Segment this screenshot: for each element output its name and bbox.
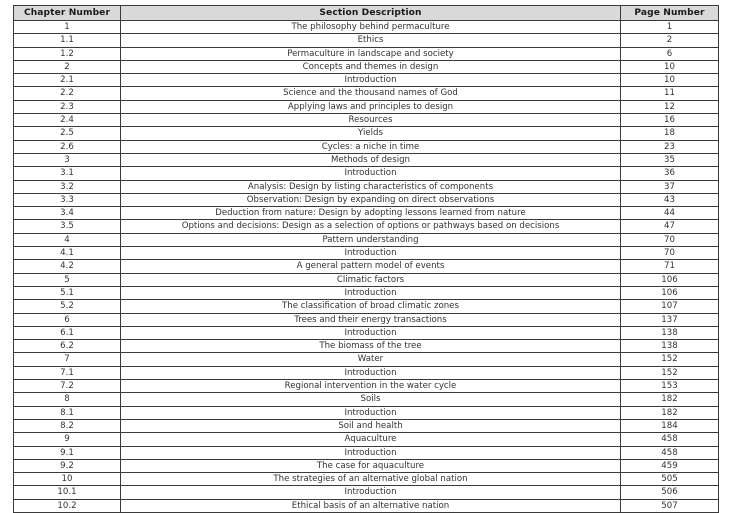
cell-chapter-number: 2.1 <box>14 74 121 87</box>
cell-page-number: 152 <box>621 353 719 366</box>
cell-section-description: The classification of broad climatic zones <box>121 300 621 313</box>
cell-page-number: 507 <box>621 499 719 512</box>
table-row <box>14 273 719 286</box>
cell-page-number: 47 <box>621 220 719 233</box>
table-body <box>14 21 719 513</box>
cell-page-number: 16 <box>621 114 719 127</box>
table-row <box>14 34 719 47</box>
cell-chapter-number: 2.5 <box>14 127 121 140</box>
cell-section-description: Analysis: Design by listing characteristics of components <box>121 180 621 193</box>
cell-page-number: 137 <box>621 313 719 326</box>
column-header-chapter-number: Chapter Number <box>14 6 121 21</box>
cell-section-description: Introduction <box>121 74 621 87</box>
cell-page-number: 458 <box>621 446 719 459</box>
cell-page-number: 44 <box>621 207 719 220</box>
cell-section-description: Introduction <box>121 446 621 459</box>
cell-page-number: 70 <box>621 233 719 246</box>
table-row <box>14 180 719 193</box>
table-row <box>14 340 719 353</box>
table-row <box>14 499 719 512</box>
toc-table <box>13 5 719 513</box>
cell-chapter-number: 4 <box>14 233 121 246</box>
table-row <box>14 473 719 486</box>
cell-section-description: Trees and their energy transactions <box>121 313 621 326</box>
cell-section-description: Introduction <box>121 366 621 379</box>
cell-page-number: 106 <box>621 273 719 286</box>
cell-section-description: Regional intervention in the water cycle <box>121 380 621 393</box>
cell-page-number: 138 <box>621 340 719 353</box>
cell-page-number: 71 <box>621 260 719 273</box>
cell-section-description: The strategies of an alternative global nation <box>121 473 621 486</box>
table-row <box>14 47 719 60</box>
cell-section-description: Cycles: a niche in time <box>121 140 621 153</box>
cell-page-number: 505 <box>621 473 719 486</box>
table-row <box>14 193 719 206</box>
cell-chapter-number: 3.2 <box>14 180 121 193</box>
table-row <box>14 74 719 87</box>
cell-chapter-number: 1.1 <box>14 34 121 47</box>
column-header-section-description: Section Description <box>121 6 621 21</box>
cell-section-description: Introduction <box>121 247 621 260</box>
cell-chapter-number: 7 <box>14 353 121 366</box>
cell-page-number: 1 <box>621 21 719 34</box>
cell-page-number: 2 <box>621 34 719 47</box>
table-row <box>14 433 719 446</box>
cell-page-number: 106 <box>621 286 719 299</box>
cell-page-number: 107 <box>621 300 719 313</box>
cell-section-description: Ethics <box>121 34 621 47</box>
table-row <box>14 127 719 140</box>
cell-section-description: Observation: Design by expanding on direct observations <box>121 193 621 206</box>
cell-section-description: Introduction <box>121 286 621 299</box>
cell-section-description: Introduction <box>121 486 621 499</box>
cell-chapter-number: 2.2 <box>14 87 121 100</box>
cell-page-number: 11 <box>621 87 719 100</box>
cell-section-description: A general pattern model of events <box>121 260 621 273</box>
cell-page-number: 459 <box>621 459 719 472</box>
cell-section-description: Ethical basis of an alternative nation <box>121 499 621 512</box>
table-row <box>14 406 719 419</box>
cell-section-description: The philosophy behind permaculture <box>121 21 621 34</box>
cell-chapter-number: 9.2 <box>14 459 121 472</box>
table-row <box>14 140 719 153</box>
cell-chapter-number: 1 <box>14 21 121 34</box>
cell-page-number: 152 <box>621 366 719 379</box>
cell-page-number: 182 <box>621 406 719 419</box>
table-row <box>14 233 719 246</box>
cell-page-number: 506 <box>621 486 719 499</box>
cell-page-number: 138 <box>621 326 719 339</box>
cell-chapter-number: 3.3 <box>14 193 121 206</box>
table-row <box>14 87 719 100</box>
table-row <box>14 207 719 220</box>
table-row <box>14 260 719 273</box>
cell-page-number: 153 <box>621 380 719 393</box>
cell-chapter-number: 8.1 <box>14 406 121 419</box>
cell-section-description: Yields <box>121 127 621 140</box>
cell-chapter-number: 6.2 <box>14 340 121 353</box>
cell-chapter-number: 6 <box>14 313 121 326</box>
cell-chapter-number: 10.1 <box>14 486 121 499</box>
cell-page-number: 182 <box>621 393 719 406</box>
cell-section-description: Introduction <box>121 167 621 180</box>
table-row <box>14 380 719 393</box>
cell-section-description: Introduction <box>121 326 621 339</box>
table-row <box>14 326 719 339</box>
cell-chapter-number: 2.6 <box>14 140 121 153</box>
cell-section-description: The case for aquaculture <box>121 459 621 472</box>
cell-page-number: 36 <box>621 167 719 180</box>
cell-chapter-number: 10 <box>14 473 121 486</box>
cell-chapter-number: 9 <box>14 433 121 446</box>
cell-chapter-number: 3.1 <box>14 167 121 180</box>
table-row <box>14 247 719 260</box>
table-row <box>14 60 719 73</box>
table-row <box>14 313 719 326</box>
table-row <box>14 286 719 299</box>
cell-chapter-number: 5.1 <box>14 286 121 299</box>
cell-chapter-number: 2 <box>14 60 121 73</box>
table-row <box>14 114 719 127</box>
cell-section-description: Resources <box>121 114 621 127</box>
table-row <box>14 167 719 180</box>
cell-page-number: 43 <box>621 193 719 206</box>
cell-chapter-number: 4.1 <box>14 247 121 260</box>
cell-section-description: Water <box>121 353 621 366</box>
cell-chapter-number: 7.1 <box>14 366 121 379</box>
table-row <box>14 366 719 379</box>
table-row <box>14 353 719 366</box>
cell-section-description: Climatic factors <box>121 273 621 286</box>
cell-page-number: 70 <box>621 247 719 260</box>
table-header <box>14 6 719 21</box>
cell-chapter-number: 7.2 <box>14 380 121 393</box>
table-row <box>14 393 719 406</box>
table-of-contents <box>13 5 718 513</box>
cell-chapter-number: 3.5 <box>14 220 121 233</box>
cell-page-number: 35 <box>621 153 719 166</box>
cell-section-description: Concepts and themes in design <box>121 60 621 73</box>
cell-section-description: Science and the thousand names of God <box>121 87 621 100</box>
cell-page-number: 10 <box>621 74 719 87</box>
cell-chapter-number: 8.2 <box>14 419 121 432</box>
cell-section-description: Options and decisions: Design as a selection of options or pathways based on decisions <box>121 220 621 233</box>
header-row <box>14 6 719 21</box>
table-row <box>14 419 719 432</box>
cell-page-number: 23 <box>621 140 719 153</box>
cell-page-number: 458 <box>621 433 719 446</box>
table-row <box>14 459 719 472</box>
cell-section-description: The biomass of the tree <box>121 340 621 353</box>
cell-chapter-number: 4.2 <box>14 260 121 273</box>
cell-page-number: 12 <box>621 100 719 113</box>
cell-section-description: Aquaculture <box>121 433 621 446</box>
table-row <box>14 153 719 166</box>
cell-section-description: Deduction from nature: Design by adopting lessons learned from nature <box>121 207 621 220</box>
cell-section-description: Methods of design <box>121 153 621 166</box>
cell-section-description: Soils <box>121 393 621 406</box>
cell-chapter-number: 2.4 <box>14 114 121 127</box>
cell-section-description: Introduction <box>121 406 621 419</box>
cell-chapter-number: 2.3 <box>14 100 121 113</box>
table-row <box>14 486 719 499</box>
cell-chapter-number: 8 <box>14 393 121 406</box>
cell-chapter-number: 3 <box>14 153 121 166</box>
cell-section-description: Permaculture in landscape and society <box>121 47 621 60</box>
cell-section-description: Soil and health <box>121 419 621 432</box>
cell-chapter-number: 5.2 <box>14 300 121 313</box>
cell-section-description: Applying laws and principles to design <box>121 100 621 113</box>
cell-page-number: 184 <box>621 419 719 432</box>
cell-chapter-number: 3.4 <box>14 207 121 220</box>
cell-page-number: 37 <box>621 180 719 193</box>
cell-page-number: 10 <box>621 60 719 73</box>
table-row <box>14 100 719 113</box>
cell-chapter-number: 10.2 <box>14 499 121 512</box>
table-row <box>14 220 719 233</box>
table-row <box>14 21 719 34</box>
cell-page-number: 18 <box>621 127 719 140</box>
cell-page-number: 6 <box>621 47 719 60</box>
column-header-page-number: Page Number <box>621 6 719 21</box>
cell-section-description: Pattern understanding <box>121 233 621 246</box>
cell-chapter-number: 1.2 <box>14 47 121 60</box>
table-row <box>14 446 719 459</box>
cell-chapter-number: 6.1 <box>14 326 121 339</box>
cell-chapter-number: 5 <box>14 273 121 286</box>
table-row <box>14 300 719 313</box>
cell-chapter-number: 9.1 <box>14 446 121 459</box>
